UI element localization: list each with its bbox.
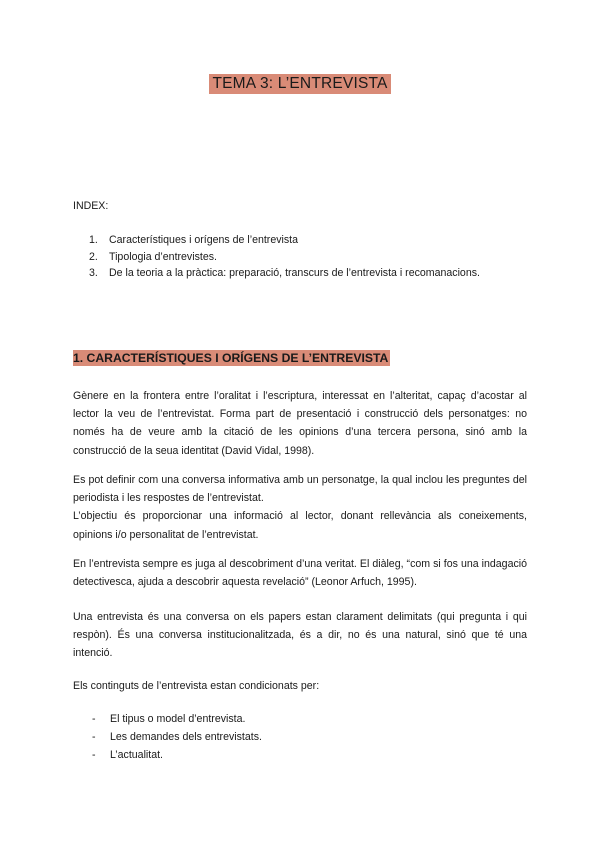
index-item-text: De la teoria a la pràctica: preparació, transcurs de l’entrevista i recomanacions.: [109, 267, 480, 279]
paragraph: Una entrevista és una conversa on els papers estan clarament delimitats (qui pregunta i qui respòn). És una conversa institucionalitzada, és a dir, no és una natural, sinó que té una intenció.: [73, 611, 527, 660]
index-item: [89, 232, 480, 249]
paragraph-group: [73, 471, 527, 544]
index-item-number: 3.: [89, 267, 98, 279]
list-item-text: Les demandes dels entrevistats.: [110, 730, 262, 743]
index-item-number: 1.: [89, 234, 98, 246]
paragraph: Gènere en la frontera entre l’oralitat i l’escriptura, interessat en l’alteritat, capaç d’acostar al lector la veu de l’entrevistat. Forma part de presentació i construcció dels personatges: no només ha de veure amb la citació de les opinions d’una tercera persona, sinó amb la construcció de la seua identitat (David Vidal, 1998).: [73, 390, 527, 457]
list-item: [92, 729, 262, 747]
paragraph: L’objectiu és proporcionar una informació al lector, donant rellevància als coneixements, opinions i/o personalitat de l’entrevistat.: [73, 510, 527, 541]
list-item: [92, 747, 262, 765]
index-list: [89, 232, 480, 282]
bullet-marker: -: [92, 730, 96, 743]
index-item-number: 2.: [89, 250, 98, 263]
index-item-text: Tipologia d’entrevistes.: [109, 250, 217, 263]
paragraph: Els continguts de l’entrevista estan condicionats per:: [73, 680, 320, 692]
index-item: [89, 249, 480, 266]
bullet-marker: -: [92, 713, 96, 725]
index-item-text: Característiques i orígens de l’entrevista: [109, 234, 299, 246]
list-item-text: El tipus o model d’entrevista.: [110, 713, 246, 725]
page-title: TEMA 3: L’ENTREVISTA: [209, 74, 390, 94]
list-item-text: L’actualitat.: [110, 748, 164, 761]
index-label: INDEX:: [73, 200, 109, 212]
list-item: [92, 711, 262, 729]
paragraph: Es pot definir com una conversa informativa amb un personatge, la qual inclou les preguntes del periodista i les respostes de l’entrevistat.: [73, 474, 527, 505]
section-heading-container: [73, 350, 390, 366]
index-item: [89, 265, 480, 282]
section-heading: 1. CARACTERÍSTIQUES I ORÍGENS DE L’ENTREVISTA: [73, 351, 389, 365]
bullet-list: [92, 711, 262, 764]
title-container: [0, 74, 600, 94]
paragraph: En l’entrevista sempre es juga al descobriment d’una veritat. El diàleg, “com si fos una indagació detectivesca, ajuda a descobrir aquesta revelació” (Leonor Arfuch, 1995).: [73, 558, 527, 589]
bullet-marker: -: [92, 748, 96, 761]
